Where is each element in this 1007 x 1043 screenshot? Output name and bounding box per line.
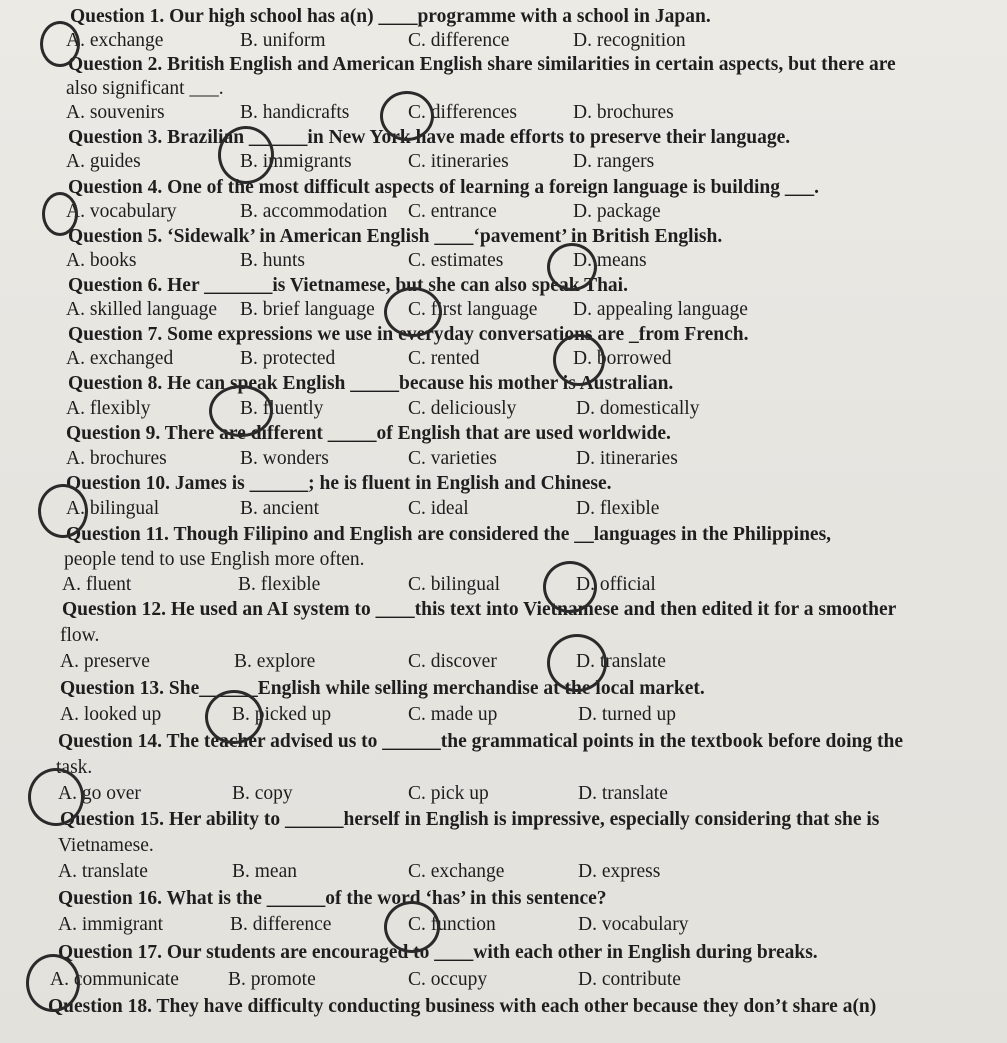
q6-option-a[interactable]: A. skilled language — [66, 299, 218, 320]
q14-option-c[interactable]: C. pick up — [408, 783, 489, 804]
q15-option-c[interactable]: C. exchange — [408, 861, 505, 882]
q13-option-b[interactable]: B. picked up — [232, 704, 332, 725]
q11-option-a[interactable]: A. fluent — [62, 574, 132, 595]
q8-option-c[interactable]: C. deliciously — [408, 398, 517, 419]
q17-option-d[interactable]: D. contribute — [578, 969, 681, 990]
q9-option-d[interactable]: D. itineraries — [576, 448, 678, 469]
question-18-text: Question 18. They have difficulty conducting business with each other because they don’t share a(n) — [48, 996, 877, 1017]
q11-option-d[interactable]: D. official — [576, 574, 656, 595]
question-12-text: Question 12. He used an AI system to ____this text into Vietnamese and then edited it for a smoother — [62, 599, 897, 620]
q10-option-c[interactable]: C. ideal — [408, 498, 469, 519]
q12-option-d[interactable]: D. translate — [576, 651, 666, 672]
q15-option-a[interactable]: A. translate — [58, 861, 148, 882]
q4-option-d[interactable]: D. package — [573, 201, 661, 222]
question-5-text: Question 5. ‘Sidewalk’ in American English ____‘pavement’ in British English. — [68, 226, 723, 247]
q3-option-b[interactable]: B. immigrants — [240, 151, 352, 172]
q1-option-d[interactable]: D. recognition — [573, 30, 686, 51]
q3-option-a[interactable]: A. guides — [66, 151, 141, 172]
q7-option-a[interactable]: A. exchanged — [66, 348, 174, 369]
q2-option-c[interactable]: C. differences — [408, 102, 518, 123]
q9-option-a[interactable]: A. brochures — [66, 448, 167, 469]
q11-option-b[interactable]: B. flexible — [238, 574, 321, 595]
q11-option-c[interactable]: C. bilingual — [408, 574, 501, 595]
q5-option-d[interactable]: D. means — [573, 250, 647, 271]
q8-option-d[interactable]: D. domestically — [576, 398, 700, 419]
question-16-text: Question 16. What is the ______of the word ‘has’ in this sentence? — [58, 888, 607, 909]
q10-option-d[interactable]: D. flexible — [576, 498, 660, 519]
question-9-text: Question 9. There are different _____of English that are used worldwide. — [66, 423, 671, 444]
q17-option-b[interactable]: B. promote — [228, 969, 316, 990]
q14-option-b[interactable]: B. copy — [232, 783, 293, 804]
q6-option-c[interactable]: C. first language — [408, 299, 538, 320]
q16-option-a[interactable]: A. immigrant — [58, 914, 164, 935]
q2-option-d[interactable]: D. brochures — [573, 102, 674, 123]
q16-option-b[interactable]: B. difference — [230, 914, 332, 935]
q2-option-a[interactable]: A. souvenirs — [66, 102, 165, 123]
q6-option-b[interactable]: B. brief language — [240, 299, 375, 320]
question-14-text: Question 14. The teacher advised us to ______the grammatical points in the textbook before doing the — [58, 731, 904, 752]
q10-option-b[interactable]: B. ancient — [240, 498, 320, 519]
question-2-text: Question 2. British English and American English share similarities in certain aspects, but there are — [68, 54, 896, 75]
question-1-text: Question 1. Our high school has a(n) ____programme with a school in Japan. — [70, 6, 711, 27]
q13-option-d[interactable]: D. turned up — [578, 704, 677, 725]
q10-option-a[interactable]: A. bilingual — [66, 498, 160, 519]
question-8-text: Question 8. He can speak English _____because his mother is Australian. — [68, 373, 674, 394]
question-17-text: Question 17. Our students are encouraged to ____with each other in English during breaks. — [58, 942, 818, 963]
q16-option-d[interactable]: D. vocabulary — [578, 914, 689, 935]
q12-option-c[interactable]: C. discover — [408, 651, 497, 672]
q15-option-b[interactable]: B. mean — [232, 861, 297, 882]
q3-option-d[interactable]: D. rangers — [573, 151, 655, 172]
q3-option-c[interactable]: C. itineraries — [408, 151, 509, 172]
q2-option-b[interactable]: B. handicrafts — [240, 102, 350, 123]
q15-option-d[interactable]: D. express — [578, 861, 661, 882]
question-2-text-cont: also significant ___. — [66, 78, 224, 99]
q16-option-c[interactable]: C. function — [408, 914, 496, 935]
q17-option-c[interactable]: C. occupy — [408, 969, 488, 990]
question-14-text-cont: task. — [56, 757, 93, 778]
question-4-text: Question 4. One of the most difficult aspects of learning a foreign language is building ___. — [68, 177, 819, 198]
q4-option-b[interactable]: B. accommodation — [240, 201, 388, 222]
question-12-text-cont: flow. — [60, 625, 100, 646]
q12-option-b[interactable]: B. explore — [234, 651, 316, 672]
q1-option-b[interactable]: B. uniform — [240, 30, 326, 51]
q8-option-a[interactable]: A. flexibly — [66, 398, 151, 419]
q12-option-a[interactable]: A. preserve — [60, 651, 150, 672]
q7-option-d[interactable]: D. borrowed — [573, 348, 672, 369]
q6-option-d[interactable]: D. appealing language — [573, 299, 748, 320]
q7-option-c[interactable]: C. rented — [408, 348, 480, 369]
question-6-text: Question 6. Her _______is Vietnamese, but she can also speak Thai. — [68, 275, 628, 296]
q9-option-b[interactable]: B. wonders — [240, 448, 329, 469]
q5-option-a[interactable]: A. books — [66, 250, 137, 271]
question-7-text: Question 7. Some expressions we use in everyday conversations are _from French. — [68, 324, 749, 345]
q5-option-b[interactable]: B. hunts — [240, 250, 306, 271]
q13-option-c[interactable]: C. made up — [408, 704, 498, 725]
question-10-text: Question 10. James is ______; he is fluent in English and Chinese. — [66, 473, 612, 494]
q1-option-c[interactable]: C. difference — [408, 30, 510, 51]
q9-option-c[interactable]: C. varieties — [408, 448, 497, 469]
question-3-text: Question 3. Brazilian ______in New York have made efforts to preserve their language. — [68, 127, 791, 148]
q7-option-b[interactable]: B. protected — [240, 348, 336, 369]
question-15-text: Question 15. Her ability to ______herself in English is impressive, especially considering that she is — [60, 809, 880, 830]
question-11-text-cont: people tend to use English more often. — [64, 549, 365, 570]
q8-option-b[interactable]: B. fluently — [240, 398, 324, 419]
q17-option-a[interactable]: A. communicate — [50, 969, 179, 990]
q5-option-c[interactable]: C. estimates — [408, 250, 504, 271]
q14-option-d[interactable]: D. translate — [578, 783, 668, 804]
q4-option-a[interactable]: A. vocabulary — [66, 201, 177, 222]
q13-option-a[interactable]: A. looked up — [60, 704, 162, 725]
q1-option-a[interactable]: A. exchange — [66, 30, 164, 51]
question-15-text-cont: Vietnamese. — [58, 835, 154, 856]
question-13-text: Question 13. She______English while selling merchandise at the local market. — [60, 678, 705, 699]
question-11-text: Question 11. Though Filipino and English are considered the __languages in the Philippines, — [66, 524, 832, 545]
q4-option-c[interactable]: C. entrance — [408, 201, 497, 222]
q14-option-a[interactable]: A. go over — [58, 783, 141, 804]
